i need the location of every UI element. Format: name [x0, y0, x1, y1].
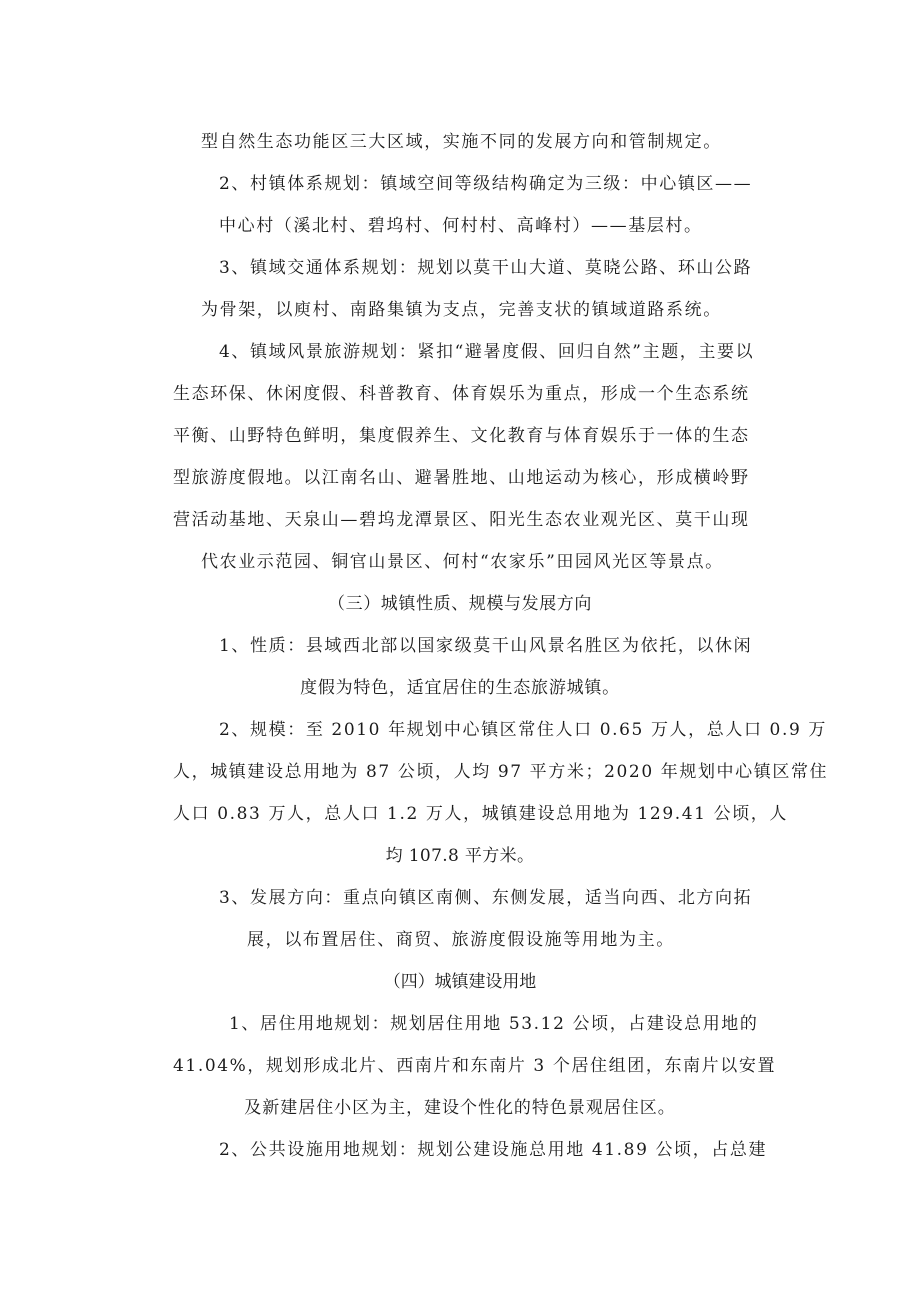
- text-line: 均 107.8 平方米。: [385, 846, 535, 866]
- text-line: 中心村（溪北村、碧坞村、何村村、高峰村）——基层村。: [219, 216, 703, 236]
- text-line: 及新建居住小区为主，建设个性化的特色景观居住区。: [244, 1098, 676, 1118]
- text-line: 型旅游度假地。以江南名山、避暑胜地、山地运动为核心，形成横岭野: [173, 468, 750, 488]
- text-line: 展，以布置居住、商贸、旅游度假设施等用地为主。: [247, 930, 675, 950]
- text-line: 1、居住用地规划：规划居住用地 53.12 公顷，占建设总用地的: [229, 1014, 759, 1034]
- text-line: 1、性质：县域西北部以国家级莫干山风景名胜区为依托，以休闲: [219, 636, 753, 656]
- text-line: 代农业示范园、铜官山景区、何村“农家乐”田园风光区等景点。: [201, 552, 724, 572]
- text-line: 4、镇域风景旅游规划：紧扣“避暑度假、回归自然”主题，主要以: [219, 342, 755, 362]
- text-line: 3、镇域交通体系规划：规划以莫干山大道、莫晓公路、环山公路: [219, 258, 753, 278]
- text-line: 41.04%，规划形成北片、西南片和东南片 3 个居住组团，东南片以安置: [173, 1056, 777, 1076]
- text-line: 型自然生态功能区三大区域，实施不同的发展方向和管制规定。: [201, 132, 722, 152]
- text-line: 2、村镇体系规划：镇域空间等级结构确定为三级：中心镇区——: [219, 174, 753, 194]
- text-line: 度假为特色，适宜居住的生态旅游城镇。: [300, 678, 620, 698]
- section-heading: （三）城镇性质、规模与发展方向: [328, 594, 592, 614]
- text-line: 3、发展方向：重点向镇区南侧、东侧发展，适当向西、北方向拓: [219, 888, 753, 908]
- text-line: 2、公共设施用地规划：规划公建设施总用地 41.89 公顷，占总建: [219, 1140, 768, 1160]
- text-line: 为骨架，以庾村、南路集镇为支点，完善支状的镇域道路系统。: [201, 300, 722, 320]
- section-heading: （四）城镇建设用地: [383, 972, 537, 992]
- text-line: 营活动基地、天泉山—碧坞龙潭景区、阳光生态农业观光区、莫干山现: [173, 510, 750, 530]
- text-line: 2、规模：至 2010 年规划中心镇区常住人口 0.65 万人，总人口 0.9 万: [219, 720, 827, 740]
- text-line: 人，城镇建设总用地为 87 公顷，人均 97 平方米；2020 年规划中心镇区常住: [173, 762, 829, 782]
- text-line: 人口 0.83 万人，总人口 1.2 万人，城镇建设总用地为 129.41 公顷，人: [173, 804, 788, 824]
- text-line: 生态环保、休闲度假、科普教育、体育娱乐为重点，形成一个生态系统: [173, 384, 750, 404]
- text-line: 平衡、山野特色鲜明，集度假养生、文化教育与体育娱乐于一体的生态: [173, 426, 750, 446]
